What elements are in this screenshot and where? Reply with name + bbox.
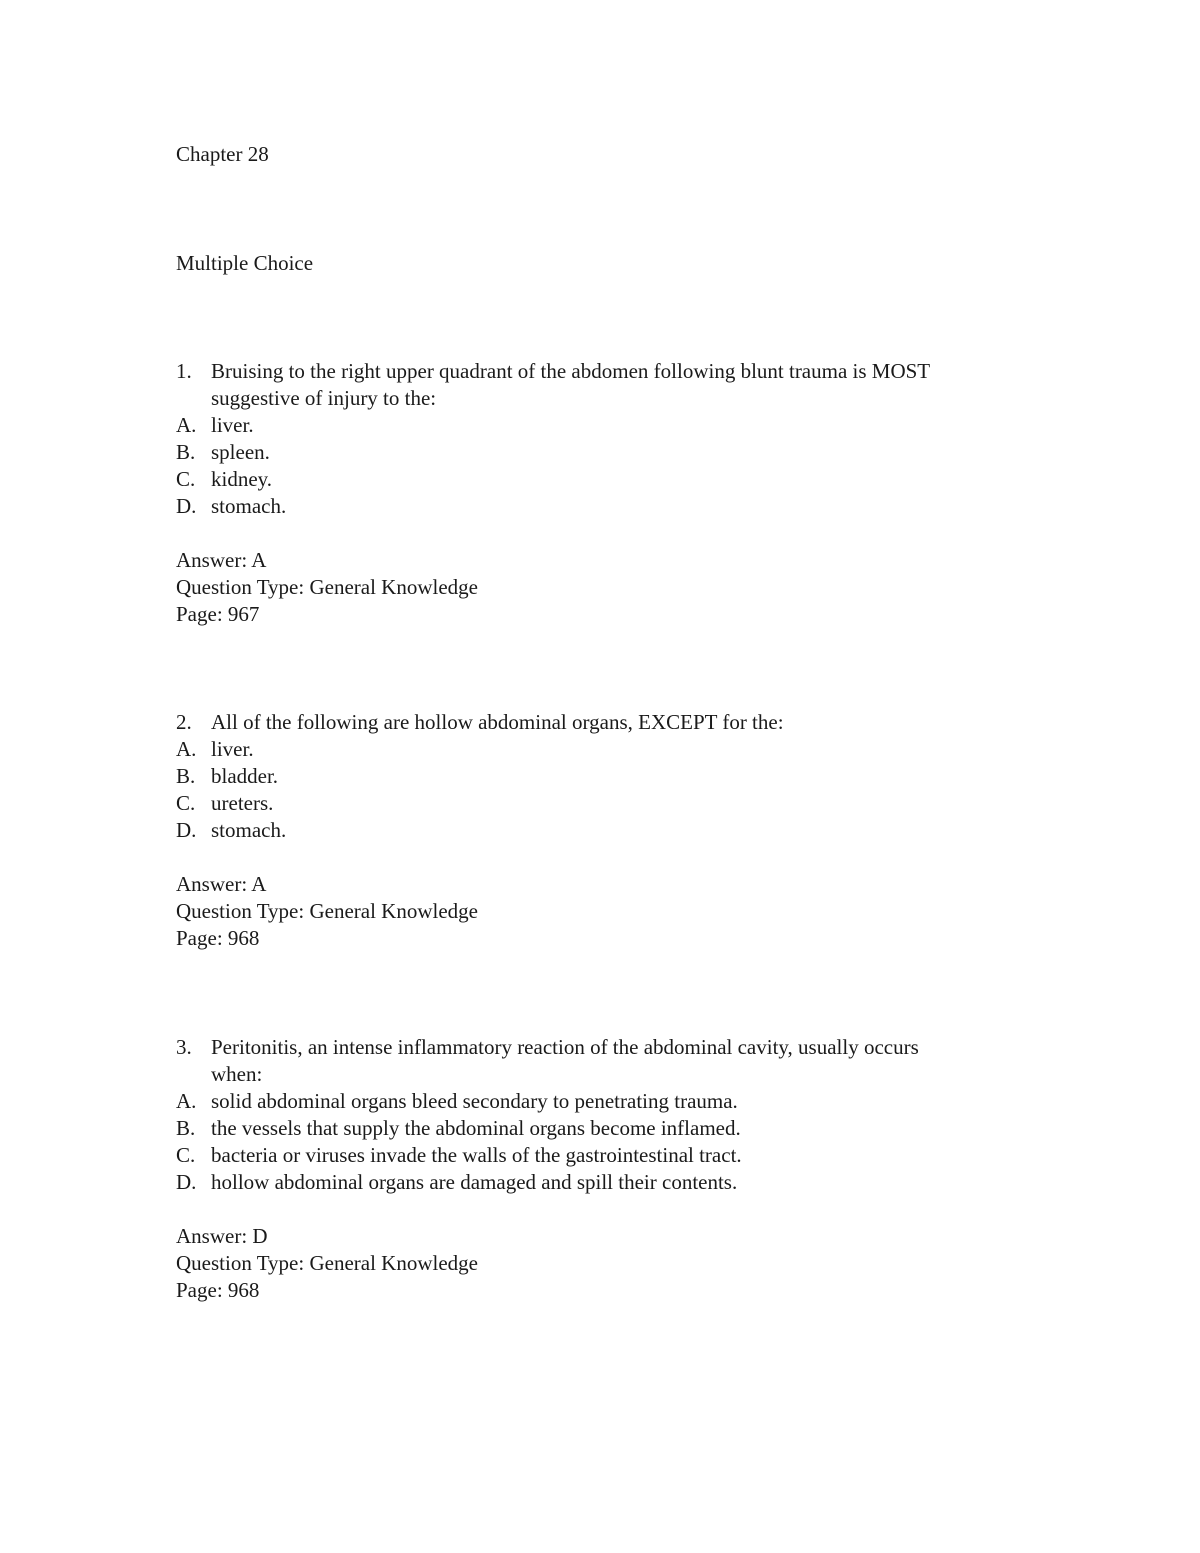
option-text: hollow abdominal organs are damaged and spill their contents. <box>211 1170 738 1194</box>
question-number: 1. <box>176 359 192 383</box>
question-text-line: All of the following are hollow abdominal organs, EXCEPT for the: <box>211 710 784 734</box>
option-text: liver. <box>211 413 254 437</box>
page-reference-line: Page: 968 <box>176 1278 260 1302</box>
option-letter: B. <box>176 440 196 464</box>
question-type-line: Question Type: General Knowledge <box>176 575 478 599</box>
option-letter: C. <box>176 791 196 815</box>
option-text: bladder. <box>211 764 279 788</box>
question-text-line: Peritonitis, an intense inflammatory reaction of the abdominal cavity, usually occurs <box>211 1035 919 1059</box>
answer-line: Answer: A <box>176 548 267 572</box>
chapter-title: Chapter 28 <box>176 142 269 166</box>
option-text: stomach. <box>211 818 287 842</box>
page-reference-line: Page: 968 <box>176 926 260 950</box>
question-text-line: Bruising to the right upper quadrant of the abdomen following blunt trauma is MOST <box>211 359 931 383</box>
question-number: 3. <box>176 1035 192 1059</box>
answer-line: Answer: D <box>176 1224 268 1248</box>
option-letter: D. <box>176 1170 197 1194</box>
option-text: bacteria or viruses invade the walls of the gastrointestinal tract. <box>211 1143 742 1167</box>
option-letter: A. <box>176 1089 197 1113</box>
option-text: liver. <box>211 737 254 761</box>
option-letter: A. <box>176 413 197 437</box>
option-letter: D. <box>176 818 197 842</box>
answer-line: Answer: A <box>176 872 267 896</box>
question-type-line: Question Type: General Knowledge <box>176 899 478 923</box>
option-letter: C. <box>176 1143 196 1167</box>
option-text: kidney. <box>211 467 273 491</box>
option-text: spleen. <box>211 440 270 464</box>
page-reference-line: Page: 967 <box>176 602 260 626</box>
option-letter: B. <box>176 1116 196 1140</box>
option-letter: B. <box>176 764 196 788</box>
question-number: 2. <box>176 710 192 734</box>
question-text-line: suggestive of injury to the: <box>211 386 437 410</box>
option-text: the vessels that supply the abdominal organs become inflamed. <box>211 1116 741 1140</box>
option-text: solid abdominal organs bleed secondary to penetrating trauma. <box>211 1089 738 1113</box>
option-text: ureters. <box>211 791 274 815</box>
section-title: Multiple Choice <box>176 251 314 275</box>
option-letter: D. <box>176 494 197 518</box>
option-text: stomach. <box>211 494 287 518</box>
option-letter: A. <box>176 737 197 761</box>
question-type-line: Question Type: General Knowledge <box>176 1251 478 1275</box>
option-letter: C. <box>176 467 196 491</box>
question-text-line: when: <box>211 1062 263 1086</box>
